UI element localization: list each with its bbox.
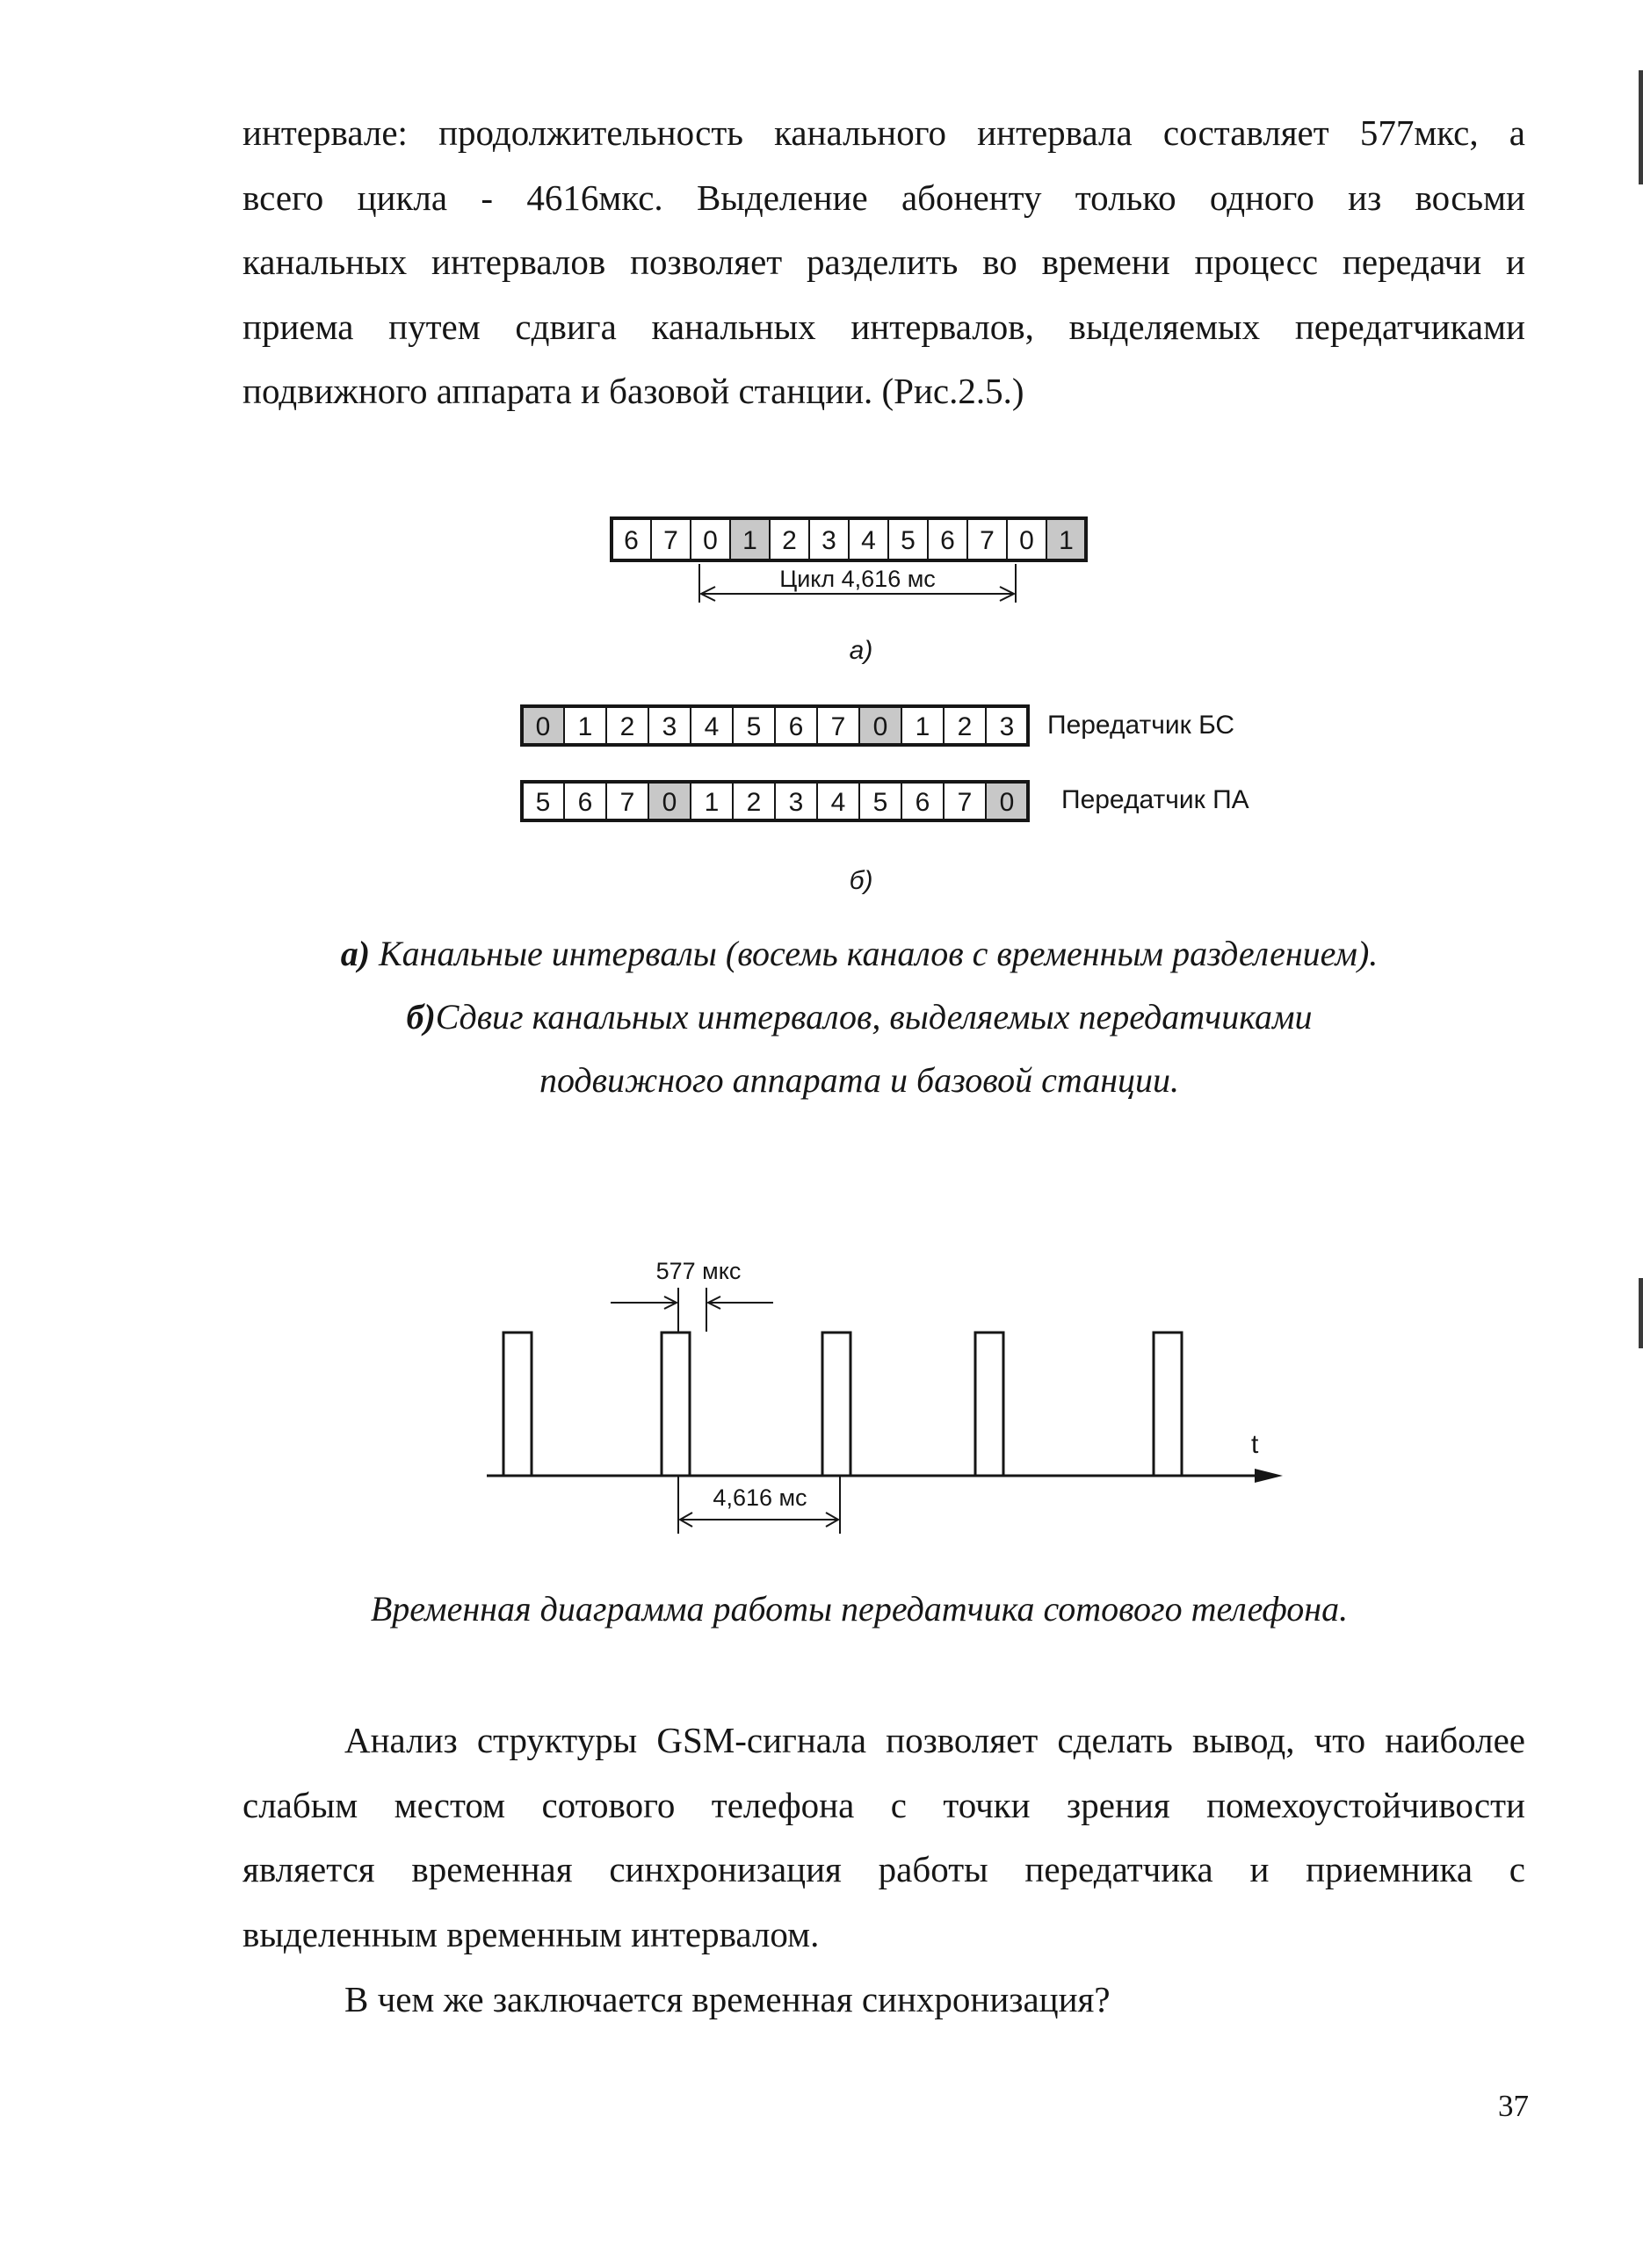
slot-number: 1 bbox=[915, 711, 930, 741]
slot-number: 3 bbox=[822, 525, 836, 555]
time-axis-label: t bbox=[1251, 1430, 1259, 1459]
figure-caption-intervals bbox=[0, 922, 1643, 1112]
slot-number: 5 bbox=[746, 711, 762, 741]
slot-number: 7 bbox=[619, 787, 635, 817]
slot-number: 6 bbox=[940, 525, 955, 555]
caption-text-b: Сдвиг канальных интервалов, выделяемых передатчиками bbox=[435, 997, 1313, 1036]
text-line: является временная синхронизация работы передатчика и приемника с bbox=[242, 1849, 1525, 1890]
transmitter-bs-row bbox=[522, 706, 1028, 745]
caption-text-a: Канальные интервалы (восемь каналов с временным разделением). bbox=[370, 934, 1379, 973]
transmitter-pa-row bbox=[522, 782, 1028, 820]
caption-line-a bbox=[0, 922, 1643, 986]
slot-number: 2 bbox=[746, 787, 762, 817]
slot-number: 1 bbox=[577, 711, 593, 741]
slot-number: 0 bbox=[662, 787, 677, 817]
paragraph-analysis bbox=[242, 1708, 1525, 1967]
slot-number: 0 bbox=[535, 711, 551, 741]
scan-edge-mark bbox=[1639, 70, 1643, 184]
slot-number: 3 bbox=[999, 711, 1015, 741]
text-line: канальных интервалов позволяет разделить во времени процесс передачи и bbox=[242, 242, 1525, 283]
text-line: В чем же заключается временная синхронизация? bbox=[344, 1979, 1111, 2019]
slot-number: 6 bbox=[624, 525, 639, 555]
figure-b-label: б) bbox=[849, 866, 873, 895]
slot-number: 3 bbox=[662, 711, 677, 741]
pulse bbox=[975, 1333, 1003, 1476]
slot-number: 2 bbox=[619, 711, 635, 741]
pulse bbox=[503, 1333, 532, 1476]
transmitter-pa-label: Передатчик ПА bbox=[1061, 785, 1249, 814]
slot-number: 1 bbox=[704, 787, 720, 817]
figure-a-channel-intervals bbox=[597, 509, 1125, 676]
slot-number: 6 bbox=[788, 711, 804, 741]
text-line: интервале: продолжительность канального интервала составляет 577мкс, а bbox=[242, 112, 1525, 153]
cycle-label: Цикл 4,616 мс bbox=[779, 566, 936, 592]
scan-edge-mark bbox=[1639, 1278, 1643, 1348]
slot-number: 7 bbox=[957, 787, 973, 817]
transmitter-bs-label: Передатчик БС bbox=[1047, 711, 1235, 740]
slot-number: 2 bbox=[957, 711, 973, 741]
cell-row bbox=[612, 518, 1086, 560]
text-line: Анализ структуры GSM-сигнала позволяет сделать вывод, что наиболее bbox=[344, 1720, 1525, 1760]
slot-number: 3 bbox=[788, 787, 804, 817]
caption-line-b bbox=[0, 986, 1643, 1049]
caption-line-c: подвижного аппарата и базовой станции. bbox=[539, 1060, 1180, 1100]
slot-number: 1 bbox=[742, 525, 757, 555]
slot-number: 2 bbox=[782, 525, 797, 555]
text-line: подвижного аппарата и базовой станции. (Рис.2.5.) bbox=[242, 371, 1024, 412]
figure-a-label: а) bbox=[849, 636, 873, 665]
pulse-train bbox=[503, 1333, 1182, 1476]
paragraph-intro bbox=[242, 101, 1525, 424]
slot-number: 0 bbox=[999, 787, 1015, 817]
slot-number: 0 bbox=[872, 711, 888, 741]
pulse-width-label: 577 мкс bbox=[655, 1258, 742, 1284]
slot-number: 6 bbox=[915, 787, 930, 817]
text-line: выделенным временным интервалом. bbox=[242, 1913, 820, 1954]
slot-number: 7 bbox=[980, 525, 995, 555]
pulse bbox=[1154, 1333, 1182, 1476]
time-axis-arrow-icon bbox=[1255, 1469, 1283, 1483]
slot-number: 7 bbox=[663, 525, 678, 555]
caption-marker-a: а) bbox=[340, 934, 371, 973]
slot-number: 5 bbox=[535, 787, 551, 817]
page-number: 37 bbox=[1498, 2089, 1529, 2123]
period-label: 4,616 мс bbox=[713, 1484, 807, 1511]
figure-caption-timing: Временная диаграмма работы передатчика сотового телефона. bbox=[370, 1589, 1349, 1629]
slot-number: 5 bbox=[872, 787, 888, 817]
text-line: слабым местом сотового телефона с точки зрения помехоустойчивости bbox=[242, 1784, 1525, 1825]
pulse bbox=[822, 1333, 850, 1476]
pulse bbox=[662, 1333, 690, 1476]
text-line: всего цикла - 4616мкс. Выделение абоненту только одного из восьми bbox=[242, 177, 1525, 218]
slot-number: 5 bbox=[901, 525, 916, 555]
slot-number: 4 bbox=[830, 787, 846, 817]
slot-number: 4 bbox=[704, 711, 720, 741]
slot-number: 1 bbox=[1059, 525, 1074, 555]
slot-number: 7 bbox=[830, 711, 846, 741]
slot-number: 0 bbox=[703, 525, 718, 555]
slot-number: 6 bbox=[577, 787, 593, 817]
caption-marker-b: б) bbox=[406, 997, 436, 1036]
text-line: приема путем сдвига канальных интервалов, выделяемых передатчиками bbox=[242, 306, 1525, 347]
paragraph-question bbox=[242, 1968, 1525, 2033]
slot-number: 4 bbox=[861, 525, 876, 555]
slot-number: 0 bbox=[1019, 525, 1034, 555]
timing-diagram bbox=[474, 1247, 1318, 1546]
figure-b-transmitter-shift bbox=[510, 694, 1300, 914]
